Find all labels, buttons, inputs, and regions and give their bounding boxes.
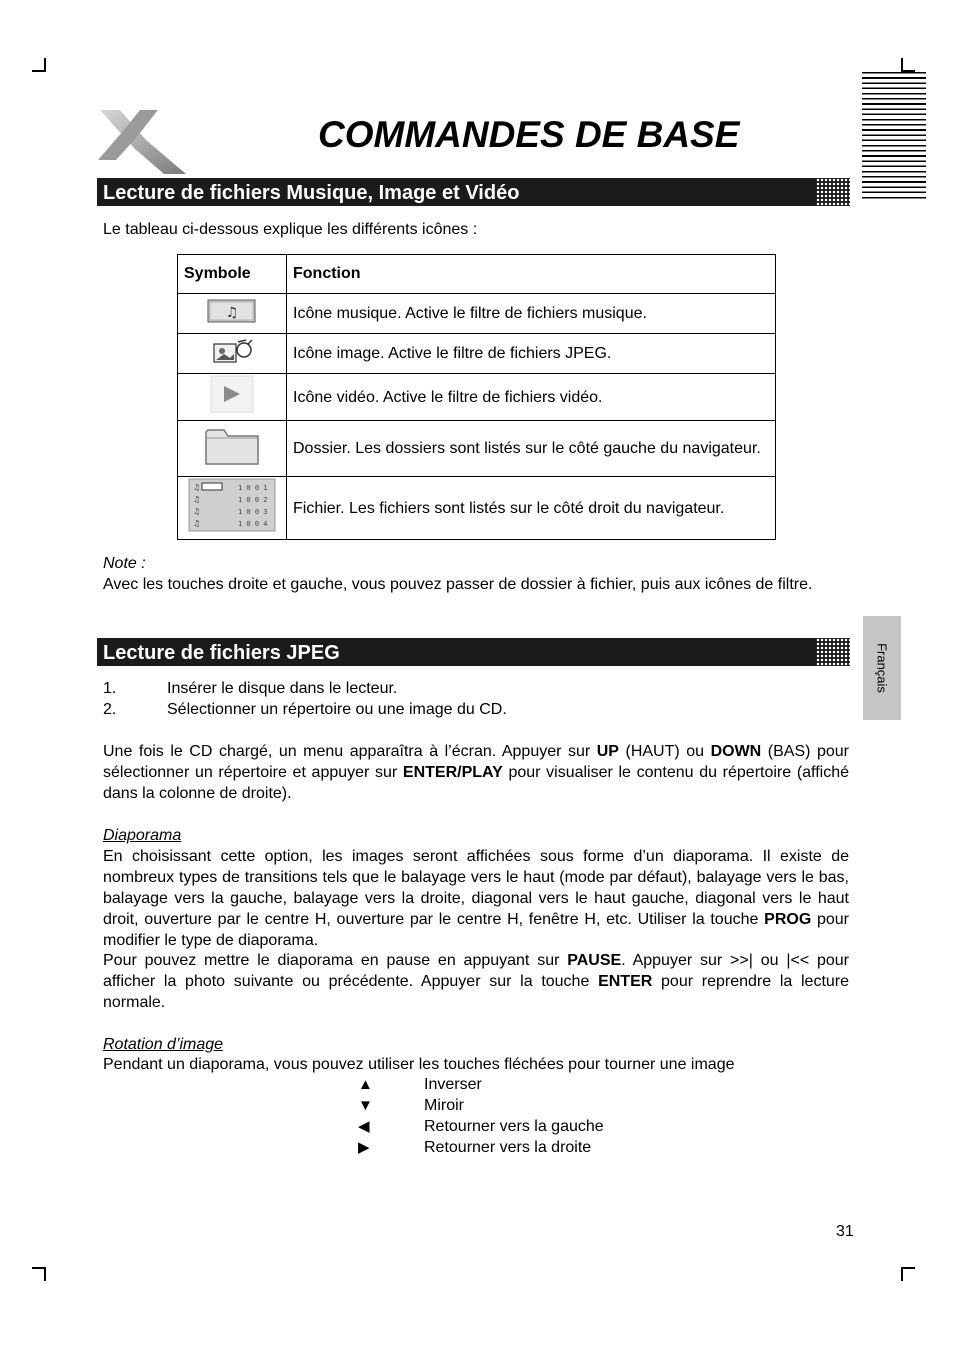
folder-icon — [202, 455, 262, 472]
table-cell-function: Icône image. Active le filtre de fichiers JPEG. — [287, 334, 776, 374]
file-list-entry: 1 0 0 1 — [238, 484, 268, 492]
note-label: Note : — [103, 555, 146, 572]
crop-mark-bottom-left — [32, 1267, 46, 1281]
table-row — [178, 421, 776, 477]
crop-mark-top-right — [901, 58, 915, 72]
page-number: 31 — [836, 1223, 854, 1240]
steps-list — [103, 678, 507, 720]
list-item-text: Inverser — [424, 1076, 482, 1093]
list-item-text: Insérer le disque dans le lecteur. — [167, 680, 398, 697]
list-item-number: 1. — [103, 680, 117, 697]
music-filter-icon — [207, 304, 257, 328]
diaporama-heading: Diaporama — [103, 827, 182, 844]
crop-mark-top-left — [32, 58, 46, 72]
file-list-entry: 1 0 0 2 — [238, 496, 268, 504]
file-list-icon — [188, 483, 276, 536]
paragraph-text: En choisissant cette option, les images seront affichées sous forme d’un diaporama. Il existe de nombreux types de transitions tels que le balayage vers le haut (mode par défaut), balayage vers le bas, balayage vers la gauche, balayage vers la droite, diagonal vers le haut gauche, diagonal vers le haut droit, ouverture par le centre H, ouverture par le centre H, fenêtre H, etc. Utiliser la touche — [103, 848, 849, 928]
paragraph-text: pour modifier le type de diaporama. — [103, 911, 850, 949]
paragraph-text: (BAS) pour sélectionner un répertoire et appuyer sur — [103, 743, 849, 781]
section-heading-text: Lecture de fichiers Musique, Image et Vidéo — [103, 182, 520, 204]
table-cell-symbol — [178, 294, 287, 334]
list-item-text: Sélectionner un répertoire ou une image du CD. — [167, 701, 507, 718]
svg-text:♫: ♫ — [193, 519, 201, 528]
key-down: DOWN — [710, 743, 762, 760]
table-row — [178, 334, 776, 374]
key-up: UP — [596, 743, 619, 760]
list-item-text: Retourner vers la droite — [424, 1139, 592, 1156]
table-cell-function: Icône musique. Active le filtre de fichiers musique. — [287, 294, 776, 334]
crop-mark-bottom-right — [901, 1267, 915, 1281]
list-item-text: Miroir — [424, 1097, 464, 1114]
paragraph-text: (HAUT) ou — [618, 743, 711, 760]
rotation-list — [358, 1074, 604, 1158]
arrow-up-icon: ▲ — [358, 1076, 373, 1093]
table-intro-text: Le tableau ci-dessous explique les différents icônes : — [103, 221, 478, 238]
language-side-tab-label: Français — [874, 643, 890, 693]
paragraph-text: . Appuyer sur >>| ou |<< pour afficher la photo suivante ou précédente. Appuyer sur la touche — [103, 952, 849, 990]
table-cell-symbol — [178, 477, 287, 540]
language-side-tab — [863, 616, 901, 720]
paragraph-text: Pour pouvez mettre le diaporama en pause en appuyant sur — [103, 952, 568, 969]
list-item — [358, 1095, 604, 1116]
section-heading-text: Lecture de fichiers JPEG — [103, 642, 340, 664]
key-enter: ENTER — [598, 973, 653, 990]
svg-text:♫: ♫ — [193, 495, 201, 504]
note-text: Avec les touches droite et gauche, vous pouvez passer de dossier à fichier, puis aux icônes de filtre. — [103, 576, 813, 593]
table-cell-symbol — [178, 421, 287, 477]
key-prog: PROG — [764, 911, 812, 928]
pause-paragraph — [103, 950, 849, 1013]
rotation-heading: Rotation d’image — [103, 1036, 224, 1053]
page-title: COMMANDES DE BASE — [318, 114, 740, 155]
diaporama-paragraph — [103, 846, 849, 951]
file-list-entry: 1 0 0 4 — [238, 520, 268, 528]
table-cell-function: Fichier. Les fichiers sont listés sur le côté droit du navigateur. — [287, 477, 776, 540]
svg-text:♫: ♫ — [225, 304, 239, 321]
paragraph-text: pour reprendre la lecture normale. — [103, 973, 850, 1011]
list-item-number: 2. — [103, 701, 117, 718]
key-enter-play: ENTER/PLAY — [402, 764, 503, 781]
rotation-text: Pendant un diaporama, vous pouvez utiliser les touches fléchées pour tourner une image — [103, 1056, 735, 1073]
file-list-entry: 1 0 0 3 — [238, 508, 268, 516]
paragraph-text: Une fois le CD chargé, un menu apparaîtra à l’écran. Appuyer sur — [103, 743, 597, 760]
header-stripes-decoration — [862, 72, 926, 200]
list-item — [358, 1074, 604, 1095]
table-header-symbol: Symbole — [178, 255, 287, 294]
section-heading-jpeg — [97, 638, 850, 666]
table-cell-symbol — [178, 374, 287, 421]
list-item — [103, 678, 507, 699]
svg-text:♫: ♫ — [193, 483, 201, 492]
icon-table — [177, 254, 776, 540]
heading-dots-decoration — [816, 178, 850, 206]
arrow-left-icon: ◀ — [358, 1118, 370, 1135]
table-cell-symbol — [178, 334, 287, 374]
table-row — [178, 374, 776, 421]
list-item — [103, 699, 507, 720]
key-pause: PAUSE — [567, 952, 622, 969]
table-row — [178, 294, 776, 334]
svg-text:♫: ♫ — [193, 507, 201, 516]
paragraph-text: pour visualiser le contenu du répertoire (affiché dans la colonne de droite). — [103, 764, 849, 802]
list-item — [358, 1116, 604, 1137]
arrow-down-icon: ▼ — [358, 1097, 373, 1114]
table-header-function: Fonction — [287, 255, 776, 294]
table-cell-function: Dossier. Les dossiers sont listés sur le côté gauche du navigateur. — [287, 421, 776, 477]
video-filter-icon — [209, 401, 255, 418]
cd-loaded-paragraph — [103, 741, 849, 804]
arrow-right-icon: ▶ — [358, 1139, 370, 1156]
brand-logo — [94, 108, 194, 178]
list-item — [358, 1137, 604, 1158]
table-row — [178, 477, 776, 540]
list-item-text: Retourner vers la gauche — [424, 1118, 604, 1135]
table-cell-function: Icône vidéo. Active le filtre de fichiers vidéo. — [287, 374, 776, 421]
section-heading-media-files — [97, 178, 850, 206]
heading-dots-decoration — [816, 638, 850, 666]
image-filter-icon — [208, 353, 256, 370]
table-header-row — [178, 255, 776, 294]
